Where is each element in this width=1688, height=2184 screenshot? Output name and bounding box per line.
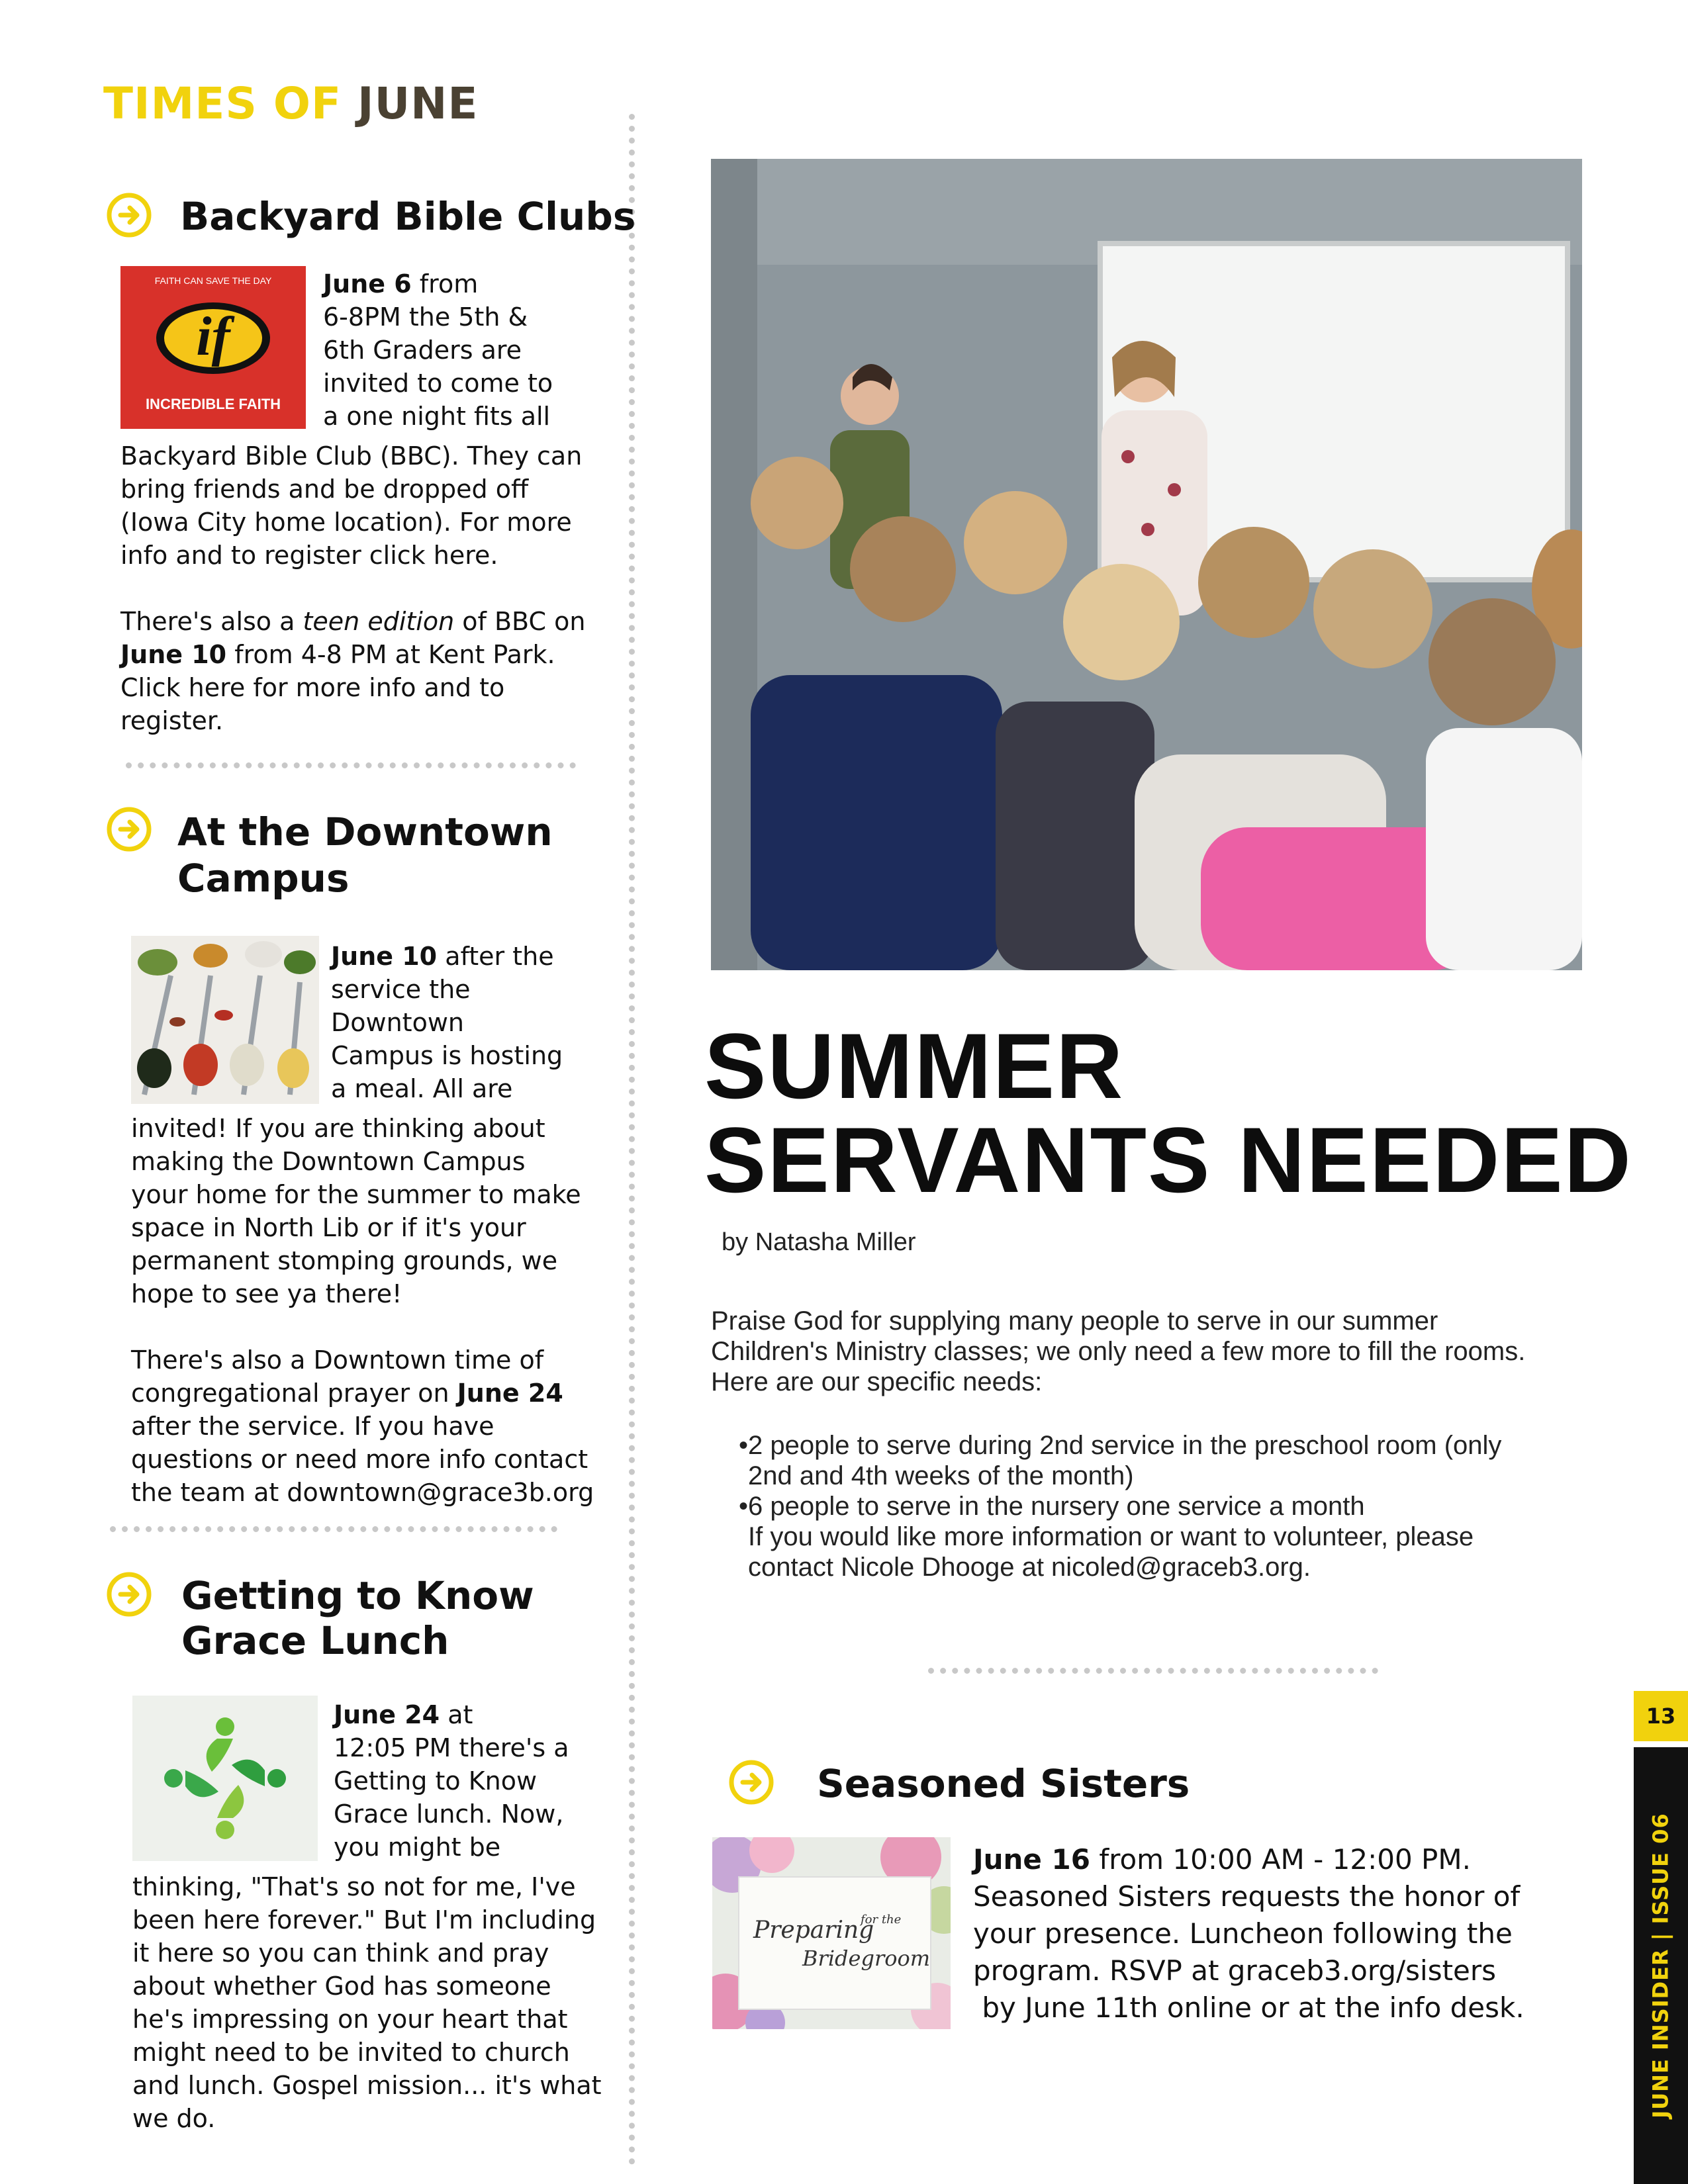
- sisters-line-3: your presence. Luncheon following the: [973, 1917, 1513, 1950]
- section-divider: [110, 1526, 557, 1532]
- issue-label-text: JUNE INSIDER | ISSUE 06: [1648, 1813, 1674, 2118]
- lunch-line-9: about whether God has someone: [132, 1972, 551, 2001]
- sisters-line-2: Seasoned Sisters requests the honor of: [973, 1880, 1521, 1913]
- logo-bottom-text: INCREDIBLE FAITH: [145, 396, 281, 412]
- downtown-line-6: invited! If you are thinking about: [131, 1114, 545, 1143]
- article-para-line-1: Praise God for supplying many people to serve in our summer: [711, 1306, 1438, 1336]
- downtown-prayer-line-4: questions or need more info contact: [131, 1445, 588, 1474]
- sisters-rsvp-link[interactable]: program. RSVP at graceb3.org/sisters: [973, 1954, 1497, 1987]
- bbc-line-2: 6-8PM the 5th &: [323, 302, 528, 332]
- article-title: [704, 1014, 1632, 1212]
- downtown-line-7: making the Downtown Campus: [131, 1147, 526, 1176]
- lunch-line-6: thinking, "That's so not for me, I've: [132, 1872, 576, 1901]
- sisters-line-5: by June 11th online or at the info desk.: [973, 1991, 1524, 2024]
- section-title-downtown-2: Campus: [177, 856, 350, 901]
- article-closing-line-2: contact Nicole Dhooge at nicoled@graceb3.org.: [748, 1553, 1311, 1582]
- section-title-lunch-1: Getting to Know: [181, 1573, 534, 1618]
- downtown-line-1: June 10 after the: [331, 942, 554, 971]
- lunch-line-1: June 24 at: [334, 1700, 473, 1729]
- page-header-title: [103, 78, 479, 129]
- downtown-email-link[interactable]: the team at downtown@grace3b.org: [131, 1478, 594, 1507]
- sisters-line-1: June 16 from 10:00 AM - 12:00 PM.: [973, 1843, 1471, 1876]
- logo-top-text: FAITH CAN SAVE THE DAY: [154, 275, 272, 286]
- article-byline: by Natasha Miller: [722, 1228, 916, 1256]
- article-title-line-1: SUMMER: [704, 1014, 1125, 1118]
- issue-label: [1634, 1747, 1688, 2184]
- header-title-part2: JUNE: [357, 78, 479, 129]
- bbc-teen-link[interactable]: Click here for more info and to: [120, 673, 505, 702]
- lunch-line-3: Getting to Know: [334, 1766, 538, 1796]
- lunch-line-5: you might be: [334, 1833, 501, 1862]
- section-divider: [928, 1668, 1378, 1674]
- lunch-line-12: and lunch. Gospel mission... it's what: [132, 2071, 602, 2100]
- section-title-bbc: Backyard Bible Clubs: [180, 194, 636, 239]
- bbc-teen-line-2: June 10 from 4-8 PM at Kent Park.: [120, 640, 555, 669]
- column-divider: [629, 114, 635, 2165]
- lunch-line-2: 12:05 PM there's a: [334, 1733, 569, 1762]
- bbc-date: June 6: [323, 269, 412, 298]
- article-para-line-3: Here are our specific needs:: [711, 1367, 1043, 1396]
- arrow-circle-icon: [106, 806, 152, 852]
- bbc-line-7: bring friends and be dropped off: [120, 475, 529, 504]
- downtown-prayer-line-1: There's also a Downtown time of: [131, 1345, 544, 1375]
- article-bullet-1-line-2: 2nd and 4th weeks of the month): [748, 1461, 1134, 1490]
- article-title-line-2: SERVANTS NEEDED: [704, 1108, 1632, 1212]
- article-closing-line-1: If you would like more information or want to volunteer, please: [748, 1522, 1474, 1551]
- bbc-line-3: 6th Graders are: [323, 336, 522, 365]
- spices-photo: [131, 936, 319, 1104]
- card-script-2: for the: [861, 1913, 902, 1927]
- downtown-prayer-line-2: congregational prayer on June 24: [131, 1379, 563, 1408]
- lunch-line-8: it here so you can think and pray: [132, 1938, 549, 1968]
- lunch-line-13: we do.: [132, 2104, 216, 2133]
- article-bullet-1-line-1: •2 people to serve during 2nd service in the preschool room (only: [739, 1431, 1502, 1460]
- arrow-circle-icon: [106, 1571, 152, 1617]
- downtown-line-8: your home for the summer to make: [131, 1180, 581, 1209]
- bbc-teen-line-1: There's also a teen edition of BBC on: [120, 607, 586, 636]
- sisters-date: June 16: [973, 1843, 1090, 1876]
- lunch-date: June 24: [334, 1700, 440, 1729]
- arrow-circle-icon: [106, 192, 152, 238]
- section-divider: [126, 762, 576, 768]
- lunch-line-11: might need to be invited to church: [132, 2038, 570, 2067]
- lunch-line-4: Grace lunch. Now,: [334, 1799, 564, 1829]
- downtown-line-4: Campus is hosting: [331, 1041, 563, 1070]
- downtown-line-5: a meal. All are: [331, 1074, 513, 1103]
- article-bullet-2: •6 people to serve in the nursery one service a month: [739, 1492, 1365, 1521]
- incredible-faith-logo: [120, 266, 306, 429]
- classroom-photo: [711, 159, 1582, 970]
- downtown-line-10: permanent stomping grounds, we: [131, 1246, 558, 1275]
- card-script-3: Bridegroom: [802, 1946, 931, 1971]
- section-title-downtown-1: At the Downtown: [177, 809, 553, 854]
- bbc-line-4: invited to come to: [323, 369, 553, 398]
- section-title-sisters: Seasoned Sisters: [817, 1761, 1190, 1806]
- bbc-line-5: a one night fits all: [323, 402, 551, 431]
- community-circle-logo: [132, 1696, 318, 1861]
- downtown-prayer-line-3: after the service. If you have: [131, 1412, 494, 1441]
- downtown-line-11: hope to see ya there!: [131, 1279, 402, 1308]
- downtown-line-2: service the: [331, 975, 471, 1004]
- bbc-line-8: (Iowa City home location). For more: [120, 508, 572, 537]
- bbc-line-1: June 6 from: [323, 269, 479, 298]
- downtown-line-9: space in North Lib or if it's your: [131, 1213, 526, 1242]
- lunch-line-7: been here forever." But I'm including: [132, 1905, 596, 1934]
- section-title-lunch-2: Grace Lunch: [181, 1618, 449, 1663]
- lunch-line-10: he's impressing on your heart that: [132, 2005, 568, 2034]
- bbc-line-6: Backyard Bible Club (BBC). They can: [120, 441, 583, 471]
- downtown-date: June 10: [331, 942, 438, 971]
- logo-mark: if: [196, 306, 230, 367]
- card-script-1: Preparing: [753, 1917, 874, 1944]
- bbc-teen-line-4: register.: [120, 706, 224, 735]
- page-number: 13: [1634, 1691, 1688, 1741]
- downtown-line-3: Downtown: [331, 1008, 464, 1037]
- bbc-register-link[interactable]: info and to register click here.: [120, 541, 498, 570]
- arrow-circle-icon: [728, 1759, 774, 1805]
- article-para-line-2: Children's Ministry classes; we only need a few more to fill the rooms.: [711, 1337, 1526, 1366]
- bridegroom-card-image: [712, 1837, 951, 2029]
- header-title-part1: TIMES OF: [103, 78, 342, 129]
